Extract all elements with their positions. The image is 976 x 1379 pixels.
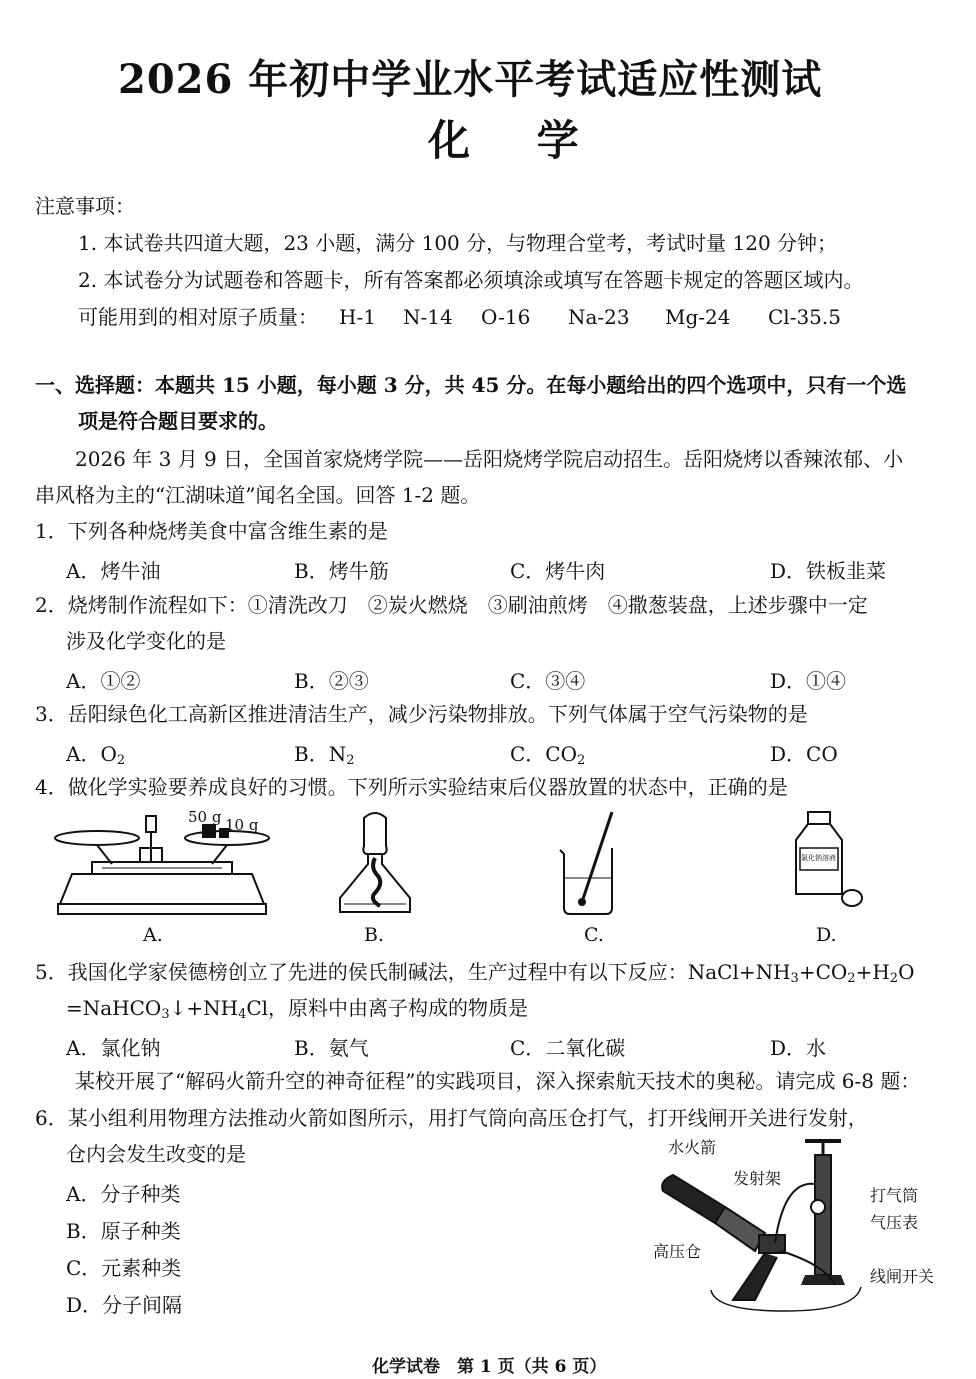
atomic-mass-na: Na-23 [568,305,630,329]
weight-50g: 50 g [188,808,222,826]
q3-option-c-sub: 2 [577,753,586,768]
atomic-mass-mg: Mg-24 [665,305,731,329]
question-6-stem-cont: 仓内会发生改变的是 [66,1142,246,1166]
q2-option-c[interactable]: C．③④ [510,669,586,693]
q3-option-b[interactable] [294,738,354,768]
q6-option-b[interactable]: B．原子种类 [66,1219,181,1243]
weight-10g: 10 g [225,816,259,834]
q1-option-c[interactable]: C．烤牛肉 [510,559,606,583]
label-line-switch: 线闸开关 [870,1267,935,1286]
label-pressure-chamber: 高压仓 [653,1242,702,1261]
q3-option-a-sub: 2 [116,753,126,768]
q3-option-d-text: D．CO [770,742,838,766]
q1-option-d[interactable]: D．铁板韭菜 [770,559,887,583]
page-title: 2026 年初中学业水平考试适应性测试 [118,56,823,103]
q3-option-a[interactable] [66,738,125,768]
intro-paragraph-cont: 串风格为主的“江湖味道”闻名全国。回答 1-2 题。 [35,483,481,507]
bottle-label: 氯化钠溶液 [801,854,836,862]
figure-label-d: D. [816,924,837,946]
label-pressure-gauge: 气压表 [870,1213,919,1232]
question-5-stem [35,959,914,992]
beaker-figure[interactable] [552,808,632,920]
question-1-stem: 1．下列各种烧烤美食中富含维生素的是 [35,519,388,543]
q5-sub-nahco3: 3 [161,1007,170,1022]
q5-option-d[interactable]: D．水 [770,1036,827,1060]
notes-heading: 注意事项： [35,194,135,218]
q6-option-a[interactable]: A．分子种类 [66,1182,181,1206]
q5-sub-nh3: 3 [790,971,799,986]
q1-option-b[interactable]: B．烤牛筋 [294,559,389,583]
q1-option-a[interactable]: A．烤牛油 [66,559,161,583]
q2-option-a[interactable]: A．①② [66,669,141,693]
question-2-stem: 2．烧烤制作流程如下：①清洗改刀 ②炭火燃烧 ③刷油煎烤 ④撒葱装盘，上述步骤中一定 [35,593,868,617]
q5-option-b[interactable]: B．氨气 [294,1036,369,1060]
q3-option-b-text: B．N [294,742,347,766]
intro-paragraph: 2026 年 3 月 9 日，全国首家烧烤学院——岳阳烧烤学院启动招生。岳阳烧烤以香辣浓郁、小 [75,447,904,471]
subject-title: 化 学 [428,116,605,165]
q5-sub-co2: 2 [847,971,856,986]
question-4-stem: 4．做化学实验要养成良好的习惯。下列所示实验结束后仪器放置的状态中，正确的是 [35,775,788,799]
q3-option-c[interactable] [510,738,585,768]
atomic-mass-h: H-1 [339,305,376,329]
q2-option-d[interactable]: D．①④ [770,669,847,693]
q5-stem-part7: Cl，原料中由离子构成的物质是 [246,996,529,1020]
atomic-mass-o: O-16 [481,305,531,329]
q6-option-d[interactable]: D．分子间隔 [66,1293,183,1317]
question-5-stem-cont [66,995,528,1028]
figure-label-a: A. [143,924,163,946]
q3-option-d[interactable] [770,738,838,767]
q5-stem-part6: ↓+NH [169,996,239,1020]
q5-sub-h2o: 2 [889,971,899,986]
q5-option-a[interactable]: A．氯化钠 [66,1036,161,1060]
note-item-1: 1. 本试卷共四道大题，23 小题，满分 100 分，与物理合堂考，考试时量 120 分钟； [78,231,838,255]
label-launch-frame: 发射架 [733,1169,782,1188]
atomic-mass-n: N-14 [403,305,453,329]
q5-stem-part4: O [898,960,915,984]
section-heading-cont: 项是符合题目要求的。 [78,409,278,433]
label-water-rocket: 水火箭 [668,1138,717,1157]
q5-stem-part3: +H [855,960,890,984]
q3-option-c-text: C．CO [510,742,578,766]
reagent-bottle-figure[interactable] [786,808,866,920]
q6-option-c[interactable]: C．元素种类 [66,1256,182,1280]
atomic-mass-label: 可能用到的相对原子质量： [78,305,318,329]
q5-stem-part2: +CO [798,960,848,984]
figure-label-b: B. [364,924,385,946]
q5-sub-nh4cl: 4 [238,1007,247,1022]
figure-label-c: C. [584,924,604,946]
q5-option-c[interactable]: C．二氧化碳 [510,1036,626,1060]
q5-stem-part5: =NaHCO [66,996,162,1020]
note-item-2: 2. 本试卷分为试题卷和答题卡，所有答案都必须填涂或填写在答题卡规定的答题区域内。 [78,268,864,292]
intro-paragraph-2: 某校开展了“解码火箭升空的神奇征程”的实践项目，深入探索航天技术的奥秘。请完成 6-8 题： [75,1069,921,1093]
atomic-mass-cl: Cl-35.5 [768,305,841,329]
alcohol-lamp-figure[interactable] [330,808,420,920]
label-air-pump: 打气筒 [870,1186,919,1205]
q5-stem-part1: 5．我国化学家侯德榜创立了先进的侯氏制碱法，生产过程中有以下反应：NaCl+NH [35,960,791,984]
section-heading: 一、选择题：本题共 15 小题，每小题 3 分，共 45 分。在每小题给出的四个选项中，只有一个选 [35,373,907,397]
page-footer: 化学试卷 第 1 页（共 6 页） [372,1357,607,1377]
question-6-stem: 6．某小组利用物理方法推动火箭如图所示，用打气筒向高压仓打气，打开线闸开关进行发射， [35,1106,868,1130]
question-3-stem: 3．岳阳绿色化工高新区推进清洁生产，减少污染物排放。下列气体属于空气污染物的是 [35,702,808,726]
question-2-stem-cont: 涉及化学变化的是 [66,629,226,653]
q2-option-b[interactable]: B．②③ [294,669,369,693]
water-rocket-figure[interactable] [655,1135,870,1315]
q3-option-a-text: A．O [66,742,117,766]
q3-option-b-sub: 2 [346,753,355,768]
